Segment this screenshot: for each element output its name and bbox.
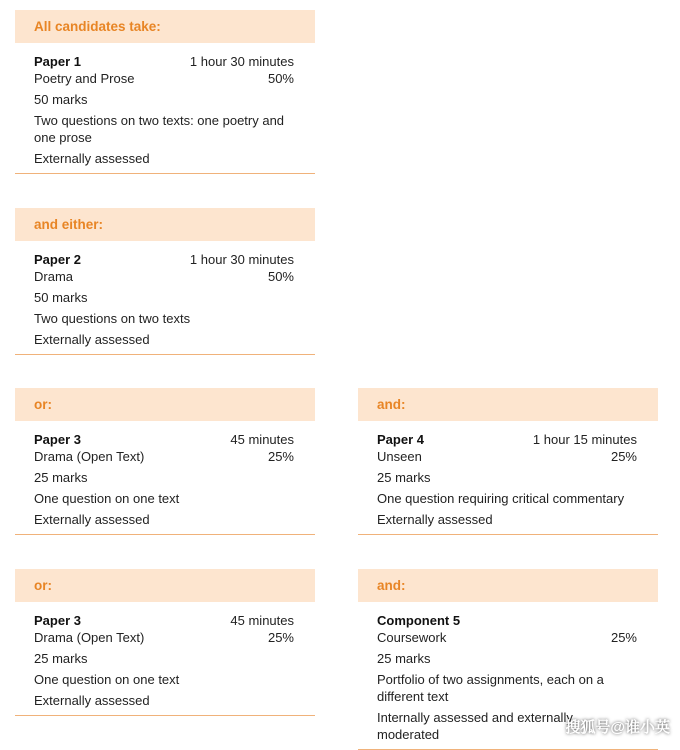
paper-detail: 50 marks: [34, 92, 88, 107]
paper-weight: 25%: [610, 449, 637, 464]
paper-detail: Externally assessed: [34, 512, 150, 527]
section-divider: [15, 715, 315, 716]
section-header: and either:: [15, 208, 315, 241]
paper-subtitle: Poetry and Prose: [34, 71, 135, 86]
paper-subtitle: Drama: [34, 269, 74, 284]
section-and-either: [15, 208, 315, 355]
section-divider: [15, 534, 315, 535]
section-all-candidates: [15, 10, 315, 174]
paper-title: Paper 1: [34, 54, 81, 69]
paper-detail: One question on one text: [34, 672, 180, 687]
paper-duration: 45 minutes: [230, 432, 294, 447]
section-divider: [15, 173, 315, 174]
paper-detail: 25 marks: [34, 651, 88, 666]
paper-detail: Portfolio of two assignments, each on a different text: [377, 672, 604, 704]
section-header: or:: [15, 388, 315, 421]
paper-detail: Two questions on two texts: one poetry and one prose: [34, 113, 285, 145]
paper-detail: Two questions on two texts: [34, 311, 191, 326]
paper-detail: 25 marks: [377, 470, 431, 485]
paper-detail: Internally assessed and externally moderated: [377, 710, 573, 742]
section-header: and:: [358, 569, 658, 602]
paper-title: Paper 4: [377, 432, 424, 447]
paper-detail: Externally assessed: [34, 151, 150, 166]
paper-detail: Externally assessed: [377, 512, 493, 527]
paper-subtitle: Coursework: [377, 630, 447, 645]
paper-weight: 25%: [267, 449, 294, 464]
paper-weight: 50%: [267, 269, 294, 284]
section-or-paper3: [15, 388, 315, 535]
section-divider: [15, 354, 315, 355]
paper-weight: 25%: [267, 630, 294, 645]
paper-duration: 1 hour 30 minutes: [189, 54, 294, 69]
section-or-paper3-b: [15, 569, 315, 716]
paper-title: Paper 2: [34, 252, 81, 267]
paper-subtitle: Unseen: [377, 449, 422, 464]
section-divider: [358, 534, 658, 535]
watermark: 搜狐号@谁小英: [565, 719, 670, 736]
paper-weight: 25%: [610, 630, 637, 645]
paper-detail: 50 marks: [34, 290, 88, 305]
paper-subtitle: Drama (Open Text): [34, 630, 145, 645]
paper-detail: 25 marks: [377, 651, 431, 666]
paper-title: Paper 3: [34, 613, 81, 628]
paper-detail: Externally assessed: [34, 332, 150, 347]
paper-detail: One question requiring critical commentary: [377, 491, 625, 506]
paper-duration: 1 hour 15 minutes: [532, 432, 637, 447]
section-header: or:: [15, 569, 315, 602]
paper-title: Paper 3: [34, 432, 81, 447]
paper-duration: 45 minutes: [230, 613, 294, 628]
section-header: All candidates take:: [15, 10, 315, 43]
paper-duration: 1 hour 30 minutes: [189, 252, 294, 267]
paper-weight: 50%: [267, 71, 294, 86]
section-header: and:: [358, 388, 658, 421]
paper-detail: Externally assessed: [34, 693, 150, 708]
section-and-paper4: [358, 388, 658, 535]
paper-subtitle: Drama (Open Text): [34, 449, 145, 464]
paper-detail: One question on one text: [34, 491, 180, 506]
paper-detail: 25 marks: [34, 470, 88, 485]
paper-title: Component 5: [377, 613, 461, 628]
